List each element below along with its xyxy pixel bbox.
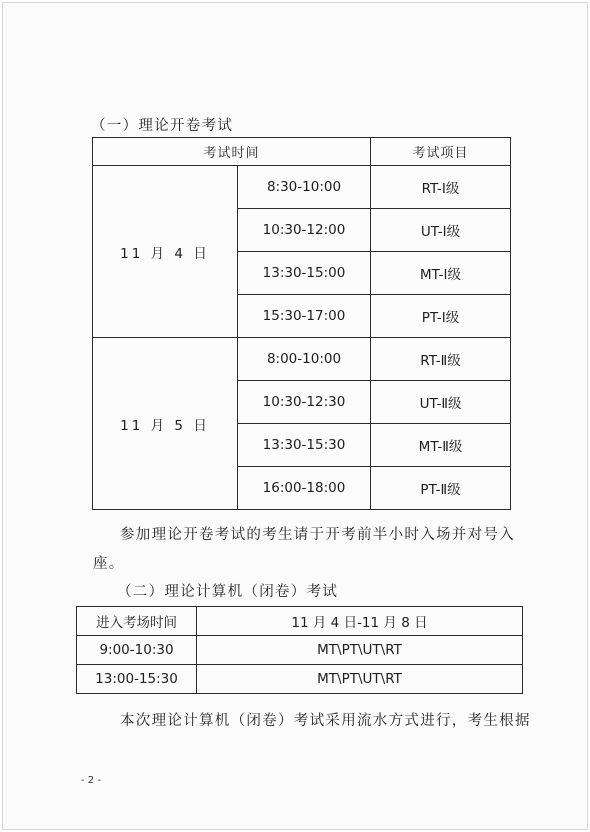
exam-item-cell: PT-Ⅰ级 <box>371 295 511 338</box>
exam-time-cell: 10:30-12:00 <box>238 209 371 252</box>
table-row <box>77 665 523 694</box>
exam-time-cell: 15:30-17:00 <box>238 295 371 338</box>
entry-time-cell: 13:00-15:30 <box>77 665 197 694</box>
entry-time-cell: 9:00-10:30 <box>77 636 197 665</box>
computer-exam-table <box>76 606 523 694</box>
open-book-exam-note: 参加理论开卷考试的考生请于开考前半小时入场并对号入座。 <box>93 527 515 572</box>
header-entry-time: 进入考场时间 <box>77 607 197 636</box>
exam-item-cell: RT-Ⅱ级 <box>371 338 511 381</box>
exam-time-cell: 8:30-10:00 <box>238 166 371 209</box>
header-exam-item: 考试项目 <box>371 138 511 166</box>
table-row <box>77 636 523 665</box>
exam-time-cell: 13:30-15:30 <box>238 424 371 467</box>
exam-time-cell: 13:30-15:00 <box>238 252 371 295</box>
exam-item-cell: RT-Ⅰ级 <box>371 166 511 209</box>
exam-time-cell: 10:30-12:30 <box>238 381 371 424</box>
exam-item-cell: MT-Ⅱ级 <box>371 424 511 467</box>
exam-item-cell: UT-Ⅱ级 <box>371 381 511 424</box>
table-header-row <box>77 607 523 636</box>
page-number: - 2 - <box>81 775 101 786</box>
exam-item-cell: MT-Ⅰ级 <box>371 252 511 295</box>
exam-item-cell: PT-Ⅱ级 <box>371 467 511 510</box>
header-exam-dates: 11 月 4 日-11 月 8 日 <box>197 607 523 636</box>
exam-methods-cell: MT\PT\UT\RT <box>197 665 523 694</box>
computer-exam-note: 本次理论计算机（闭卷）考试采用流水方式进行，考生根据 <box>120 713 531 729</box>
table-header-row <box>93 138 511 166</box>
document-page <box>2 2 588 830</box>
section1-heading: （一）理论开卷考试 <box>91 118 234 134</box>
exam-methods-cell: MT\PT\UT\RT <box>197 636 523 665</box>
exam-time-cell: 8:00-10:00 <box>238 338 371 381</box>
table-row <box>93 338 511 381</box>
exam-time-cell: 16:00-18:00 <box>238 467 371 510</box>
table-row <box>93 166 511 209</box>
section2-heading: （二）理论计算机（闭卷）考试 <box>117 584 339 600</box>
open-book-exam-table <box>92 137 511 510</box>
exam-date-cell: 11 月 4 日 <box>93 166 238 338</box>
exam-date-cell: 11 月 5 日 <box>93 338 238 510</box>
exam-item-cell: UT-Ⅰ级 <box>371 209 511 252</box>
header-exam-time: 考试时间 <box>93 138 371 166</box>
